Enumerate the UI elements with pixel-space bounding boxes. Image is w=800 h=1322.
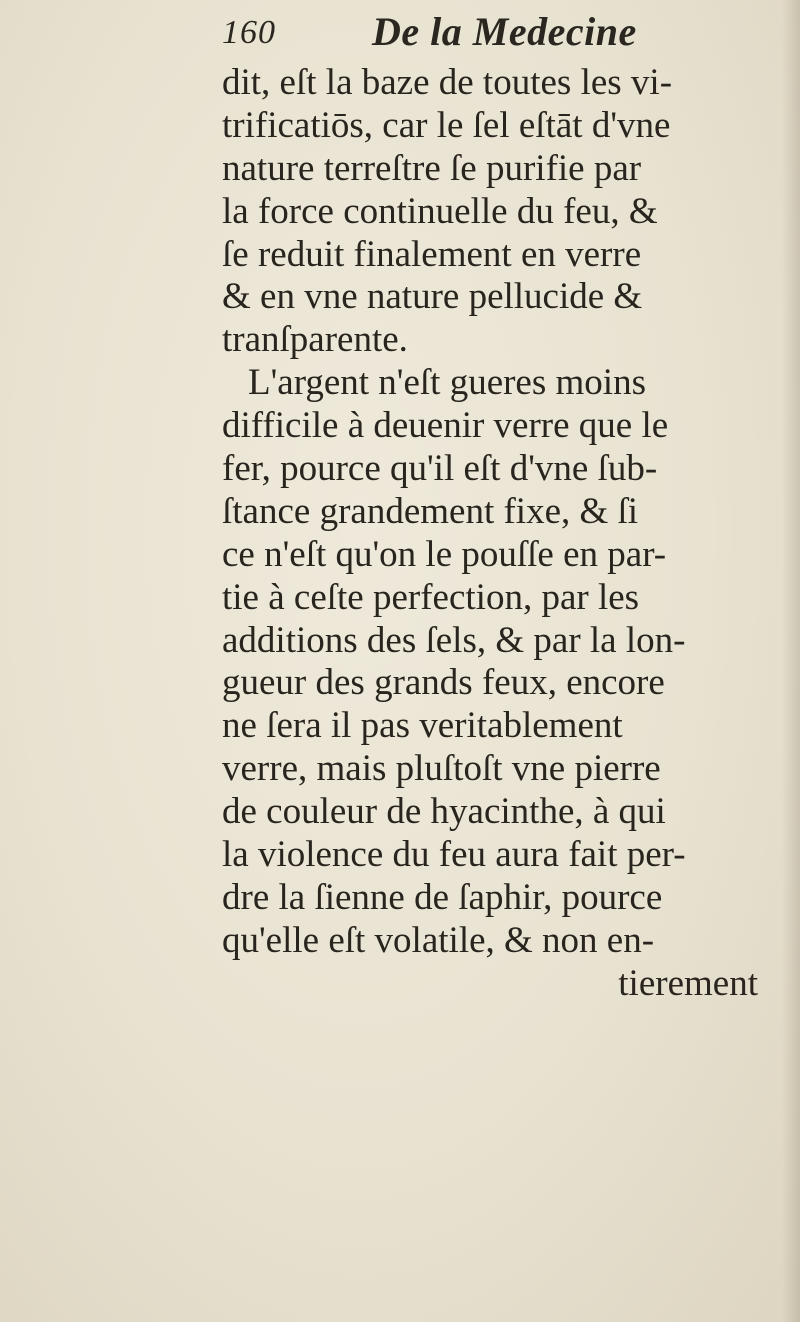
body-text [222,62,782,1006]
text-line: dre la ſienne de ſaphir, pource [222,876,663,918]
paragraph-start-line: L'argent n'eſt gueres moins [248,362,646,404]
catchword-line: tierement [618,962,758,1004]
page-number: 160 [222,14,276,51]
text-line: additions des ſels, & par la lon- [222,619,686,661]
text-line: dit, eſt la baze de toutes les vi- [222,62,673,103]
text-line: tie à ceſte perfection, par les [222,576,640,618]
text-line: ne ſera il pas veritablement [222,705,623,747]
text-line: la force continuelle du feu, & [222,190,658,232]
text-line: nature terreſtre ſe purifie par [222,147,642,189]
text-line: fer, pource qu'il eſt d'vne ſub- [222,448,658,490]
text-line: gueur des grands feux, encore [222,662,665,704]
text-line: qu'elle eſt volatile, & non en- [222,919,655,961]
text-line: tranſparente. [222,319,408,361]
text-line: & en vne nature pellucide & [222,276,643,318]
text-line: ſe reduit finalement en verre [222,233,642,275]
text-line: la violence du feu aura fait per- [222,834,686,876]
text-line: verre, mais pluſtoſt vne pierre [222,748,661,790]
page-edge-shadow [782,0,800,1322]
text-line: trificatiōs, car le ſel eſtāt d'vne [222,104,671,146]
text-line: de couleur de hyacinthe, à qui [222,791,666,833]
text-line: difficile à deuenir verre que le [222,405,669,447]
running-title: De la Medecine [372,9,637,54]
page-header [222,8,782,56]
text-line: ſtance grandement fixe, & ſi [222,490,639,532]
text-line: ce n'eſt qu'on le pouſſe en par- [222,533,667,575]
